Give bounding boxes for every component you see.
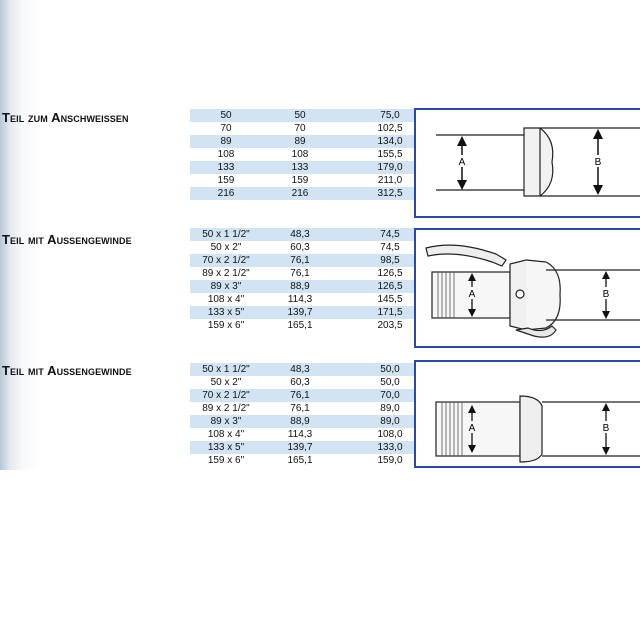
table-row: 70 70 102,5 (220, 123, 403, 134)
spec-table-male-thread-plug (190, 363, 442, 467)
spec-table-male-thread-lever (190, 228, 442, 332)
dimension-a (456, 136, 468, 190)
table-row: 108 108 155,5 (217, 149, 403, 160)
lever-coupling-drawing (416, 230, 640, 346)
label-a: A (468, 289, 476, 300)
diagram-male-thread-lever (414, 228, 640, 348)
table-row: 89 89 134,0 (190, 135, 442, 148)
label-a: A (458, 157, 466, 168)
table-row: 159 x 6" 165,1 203,5 (207, 320, 403, 331)
label-b: B (602, 423, 610, 434)
table-row: 89 x 3" 88,9 89,0 (190, 415, 442, 428)
weld-on-coupling-drawing (416, 110, 640, 216)
table-row: 108 x 4" 114,3 108,0 (207, 429, 403, 440)
table-row: 50 x 2" 60,3 74,5 (210, 242, 400, 253)
male-thread-plug-drawing (416, 362, 640, 466)
label-a: A (468, 423, 476, 434)
diagram-weld-on (414, 108, 640, 218)
table-row: 133 x 5" 139,7 171,5 (190, 306, 442, 319)
table-row: 50 x 2" 60,3 50,0 (210, 377, 400, 388)
section-heading-male-thread-plug: Teil mit Außengewinde (2, 363, 132, 378)
table-row: 50 x 1 1/2" 48,3 50,0 (190, 363, 442, 376)
dimension-b (592, 129, 604, 195)
table-row: 108 x 4" 114,3 145,5 (207, 294, 403, 305)
table-row: 89 x 2 1/2" 76,1 89,0 (202, 403, 400, 414)
table-row: 50 x 1 1/2" 48,3 74,5 (190, 228, 442, 241)
table-row: 159 159 211,0 (217, 175, 403, 186)
table-row: 70 x 2 1/2" 76,1 70,0 (190, 389, 442, 402)
spec-table-weld-on (190, 109, 442, 200)
table-row: 159 x 6" 165,1 159,0 (207, 455, 403, 466)
dimension-b (600, 271, 612, 319)
table-row: 89 x 3" 88,9 126,5 (190, 280, 442, 293)
table-row: 133 x 5" 139,7 133,0 (190, 441, 442, 454)
label-b: B (594, 157, 602, 168)
table-row: 70 x 2 1/2" 76,1 98,5 (190, 254, 442, 267)
section-heading-male-thread-lever: Teil mit Außengewinde (2, 232, 132, 247)
dimension-b (600, 403, 612, 455)
blank-bottom-area (0, 470, 640, 640)
table-row: 216 216 312,5 (190, 187, 442, 200)
label-b: B (602, 289, 610, 300)
table-row: 133 133 179,0 (190, 161, 442, 174)
table-row: 89 x 2 1/2" 76,1 126,5 (202, 268, 403, 279)
table-row: 50 50 75,0 (190, 109, 442, 122)
diagram-male-thread-plug (414, 360, 640, 468)
section-heading-weld-on: Teil zum Anschweißen (2, 110, 129, 125)
